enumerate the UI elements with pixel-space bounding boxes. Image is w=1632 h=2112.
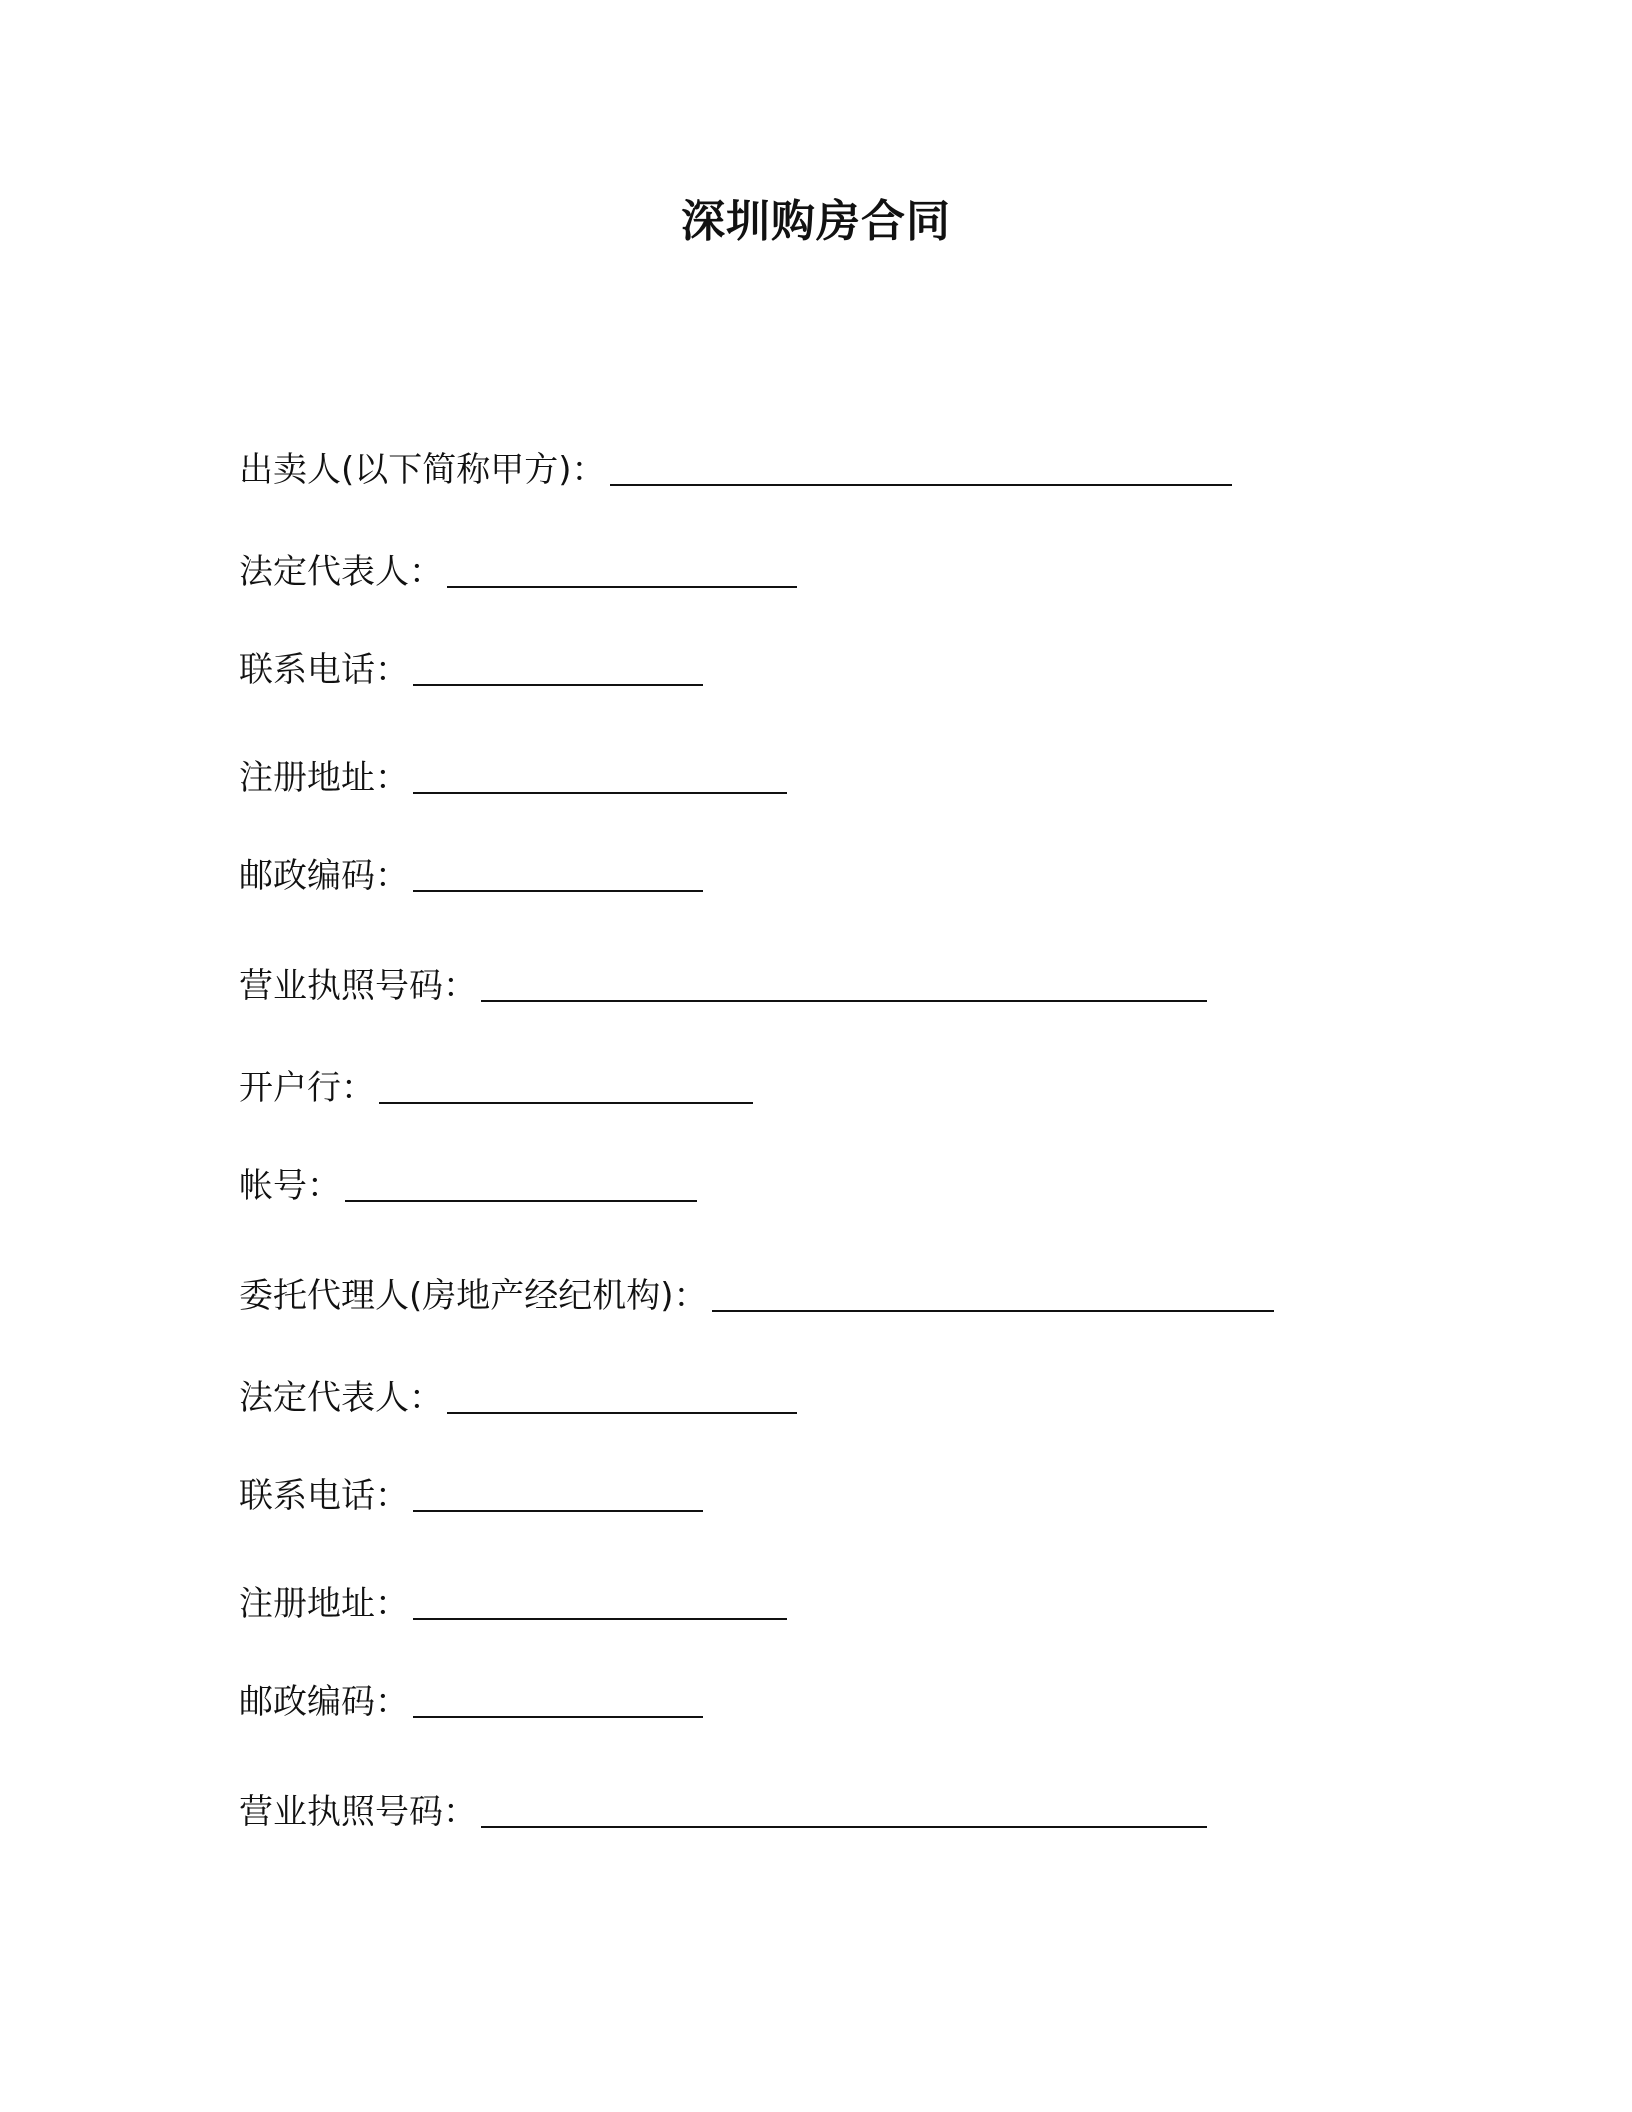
field-label: 营业执照号码： (239, 1792, 477, 1832)
field-postcode (239, 854, 703, 898)
field-license (239, 964, 1207, 1008)
blank-line[interactable] (413, 860, 703, 892)
field-label: 法定代表人： (239, 1378, 443, 1418)
field-account (239, 1164, 697, 1208)
blank-line[interactable] (413, 1588, 787, 1620)
field-address (239, 756, 787, 800)
field-agent-postcode (239, 1680, 703, 1724)
field-phone (239, 648, 703, 692)
blank-line[interactable] (413, 654, 703, 686)
field-agent-legal-rep (239, 1376, 797, 1420)
field-label: 邮政编码： (239, 856, 409, 896)
field-label: 邮政编码： (239, 1682, 409, 1722)
blank-line[interactable] (447, 1382, 797, 1414)
field-agent-license (239, 1790, 1207, 1834)
field-label: 联系电话： (239, 650, 409, 690)
field-agent-address (239, 1582, 787, 1626)
field-label: 联系电话： (239, 1476, 409, 1516)
blank-line[interactable] (481, 970, 1207, 1002)
field-label: 帐号： (239, 1166, 341, 1206)
blank-line[interactable] (413, 1686, 703, 1718)
field-bank (239, 1066, 753, 1110)
field-seller (239, 448, 1232, 492)
blank-line[interactable] (413, 1480, 703, 1512)
field-label: 委托代理人(房地产经纪机构)： (239, 1276, 708, 1316)
blank-line[interactable] (481, 1796, 1207, 1828)
blank-line[interactable] (712, 1280, 1274, 1312)
field-legal-rep (239, 550, 797, 594)
field-agent (239, 1274, 1274, 1318)
blank-line[interactable] (447, 556, 797, 588)
field-label: 注册地址： (239, 1584, 409, 1624)
field-label: 法定代表人： (239, 552, 443, 592)
blank-line[interactable] (379, 1072, 753, 1104)
field-agent-phone (239, 1474, 703, 1518)
field-label: 开户行： (239, 1068, 375, 1108)
document-title: 深圳购房合同 (681, 196, 951, 247)
blank-line[interactable] (413, 762, 787, 794)
field-label: 注册地址： (239, 758, 409, 798)
field-label: 出卖人(以下简称甲方)： (239, 450, 606, 490)
field-label: 营业执照号码： (239, 966, 477, 1006)
blank-line[interactable] (610, 454, 1232, 486)
blank-line[interactable] (345, 1170, 697, 1202)
